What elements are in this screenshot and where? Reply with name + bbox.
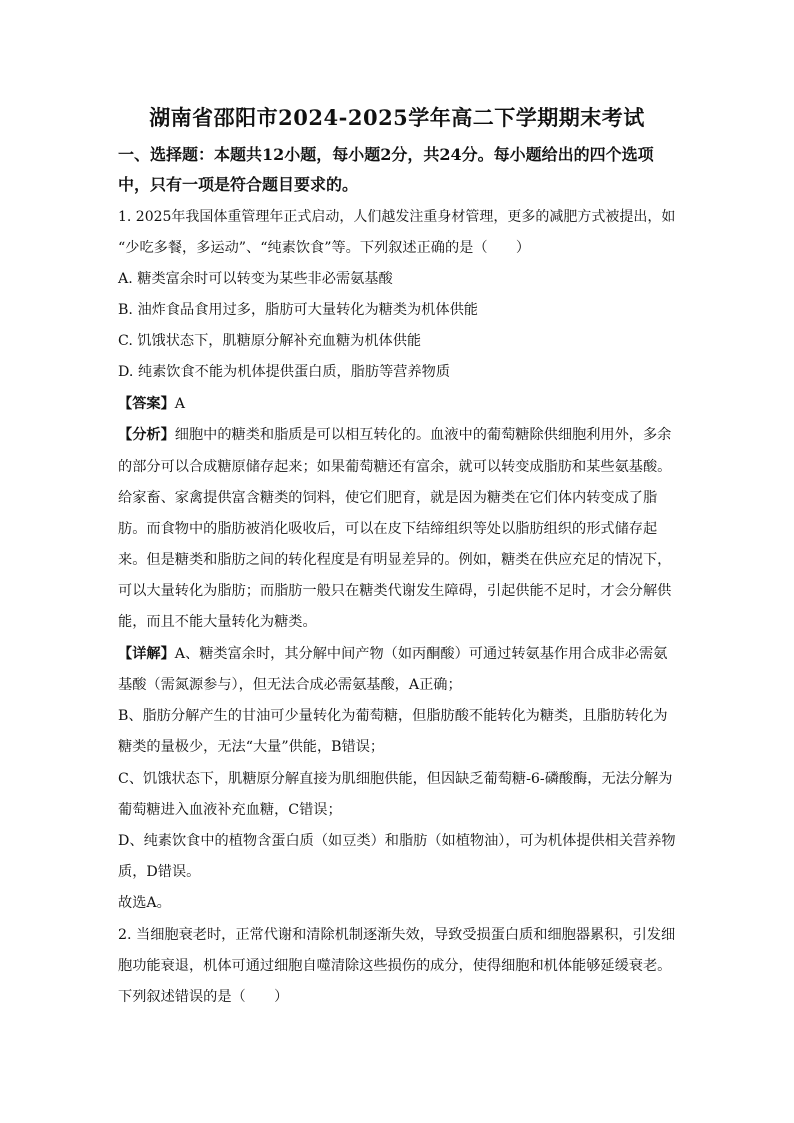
analysis-tag: 【分析】 <box>118 427 175 443</box>
analysis-line: 的部分可以合成糖原储存起来；如果葡萄糖还有富余，就可以转变成脂肪和某些氨基酸。 <box>118 459 672 475</box>
section-heading-line-1: 一、选择题：本题共12小题，每小题2分，共24分。每小题给出的四个选项 <box>118 145 654 164</box>
detail-tag: 【详解】 <box>118 646 175 662</box>
detail-line: 糖类的量极少，无法“大量”供能，B错误； <box>118 739 385 755</box>
question-stem-line: 下列叙述错误的是（ ） <box>118 989 289 1005</box>
answer-tag: 【答案】 <box>118 396 175 412</box>
detail-line: 故选A。 <box>118 895 171 911</box>
section-heading-line-2: 中，只有一项是符合题目要求的。 <box>118 175 359 194</box>
question-stem-line: “少吃多餐，多运动”、“纯素饮食”等。下列叙述正确的是（ ） <box>118 240 531 256</box>
analysis-line: 来。但是糖类和脂肪之间的转化程度是有明显差异的。例如，糖类在供应充足的情况下， <box>118 552 672 568</box>
detail-line: C、饥饿状态下，肌糖原分解直接为肌细胞供能，但因缺乏葡萄糖-6-磷酸酶，无法分解为 <box>118 771 673 787</box>
analysis-line: 可以大量转化为脂肪；而脂肪一般只在糖类代谢发生障碍，引起供能不足时，才会分解供 <box>118 583 672 599</box>
detail-line: 葡萄糖进入血液补充血糖，C错误； <box>118 802 342 818</box>
answer-line <box>118 393 678 415</box>
detail-line: 基酸（需氮源参与），但无法合成必需氨基酸，A正确； <box>118 677 462 693</box>
analysis-line: 给家畜、家禽提供富含糖类的饲料，使它们肥育，就是因为糖类在它们体内转变成了脂 <box>118 490 658 506</box>
question-stem-line: 1. 2025年我国体重管理年正式启动，人们越发注重身材管理，更多的减肥方式被提出，如 <box>118 209 676 225</box>
question-stem-line: 胞功能衰退，机体可通过细胞自噬清除这些损伤的成分，使得细胞和机体能够延缓衰老。 <box>118 958 672 974</box>
option-a: A. 糖类富余时可以转变为某些非必需氨基酸 <box>118 271 393 287</box>
page-title: 湖南省邵阳市2024-2025学年高二下学期期末考试 <box>149 105 645 130</box>
question-stem-line: 2. 当细胞衰老时，正常代谢和清除机制逐渐失效，导致受损蛋白质和细胞器累积，引发细 <box>118 927 676 943</box>
detail-line: B、脂肪分解产生的甘油可少量转化为葡萄糖，但脂肪酸不能转化为糖类，且脂肪转化为 <box>118 708 668 724</box>
detail-line: 【详解】A、糖类富余时，其分解中间产物（如丙酮酸）可通过转氨基作用合成非必需氨 <box>118 646 668 662</box>
option-d: D. 纯素饮食不能为机体提供蛋白质，脂肪等营养物质 <box>118 364 451 380</box>
detail-line: 质，D错误。 <box>118 864 201 880</box>
option-b: B. 油炸食品食用过多，脂肪可大量转化为糖类为机体供能 <box>118 302 478 318</box>
analysis-line: 能，而且不能大量转化为糖类。 <box>118 614 317 630</box>
answer-value: A <box>174 396 186 412</box>
option-c: C. 饥饿状态下，肌糖原分解补充血糖为机体供能 <box>118 333 422 349</box>
analysis-line: 肪。而食物中的脂肪被消化吸收后，可以在皮下结缔组织等处以脂肪组织的形式储存起 <box>118 521 658 537</box>
analysis-line: 【分析】细胞中的糖类和脂质是可以相互转化的。血液中的葡萄糖除供细胞利用外，多余 <box>118 427 672 443</box>
detail-line: D、纯素饮食中的植物含蛋白质（如豆类）和脂肪（如植物油），可为机体提供相关营养物 <box>118 833 676 849</box>
